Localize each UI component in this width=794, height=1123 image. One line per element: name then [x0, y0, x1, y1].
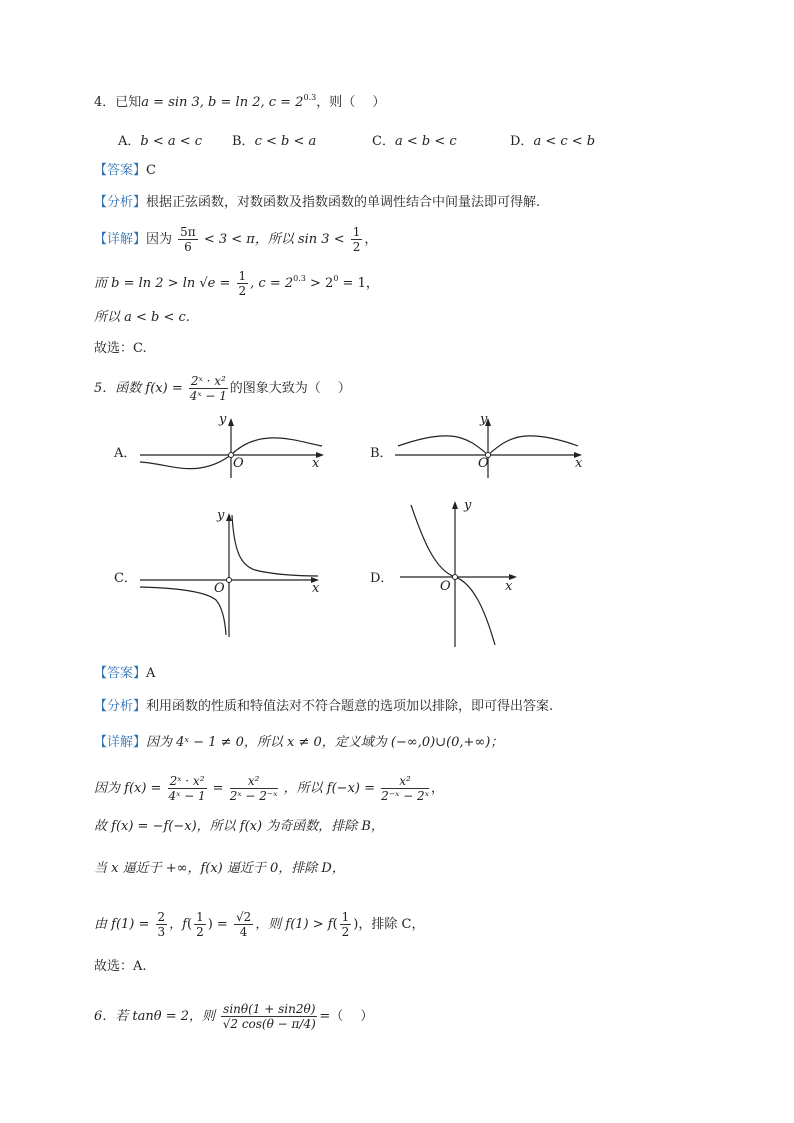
q5-stem: 5．函数 f(x) = $\frac{\text{2ˣ · x²}}{\text{4ˣ − 1}}$ 的图象大致为（ ）: [94, 374, 351, 403]
graph-b-label: B．: [370, 446, 393, 461]
fraction: $\frac{√2}{4}$: [235, 910, 252, 939]
q4-detail-3: 所以 a < b < c.: [94, 310, 190, 325]
graph-d-x: x: [505, 579, 513, 594]
fraction: $\frac{\text{2ˣ · x²}}{\text{4ˣ − 1}}$: [189, 374, 227, 403]
graph-a-y: y: [219, 412, 227, 427]
q5-detail-4: 当 x 逼近于 +∞，f(x) 逼近于 0，排除 D，: [94, 861, 345, 876]
graph-b-y: y: [480, 412, 488, 427]
q4-detail-1: 【详解】因为 $\frac{5\pi}{6}$ < 3 < π，所以 sin 3 < $\frac{1}{2}$ ，: [94, 225, 378, 254]
graph-a-o: O: [233, 456, 244, 471]
fraction: $\frac{\text{x²}}{\text{2⁻ˣ − 2ˣ}}$: [381, 774, 429, 803]
graph-a-label: A．: [114, 446, 137, 461]
graph-c-o: O: [214, 581, 225, 596]
graph-d-o: O: [440, 579, 451, 594]
q4-stem: 4．已知a = sin 3, b = ln 2, $c = 2^{0.3}$，则（ ）: [94, 93, 386, 110]
graph-c-x: x: [312, 581, 320, 596]
y-axis-arrow: [228, 418, 234, 426]
graph-a-x: x: [312, 456, 320, 471]
q5-analysis: 【分析】利用函数的性质和特值法对不符合题意的选项加以排除，即可得出答案.: [94, 699, 554, 714]
q5-detail-5: 由 f(1) = $\frac{2}{3}$ ，f( $\frac{1}{2}$ ) = $\frac{√2}{4}$ ，则 f(1) > f( $\frac{1}{2}$ )，排除 C，: [94, 910, 425, 939]
graph-b-o: O: [478, 456, 489, 471]
fraction: $\frac{\text{x²}}{\text{2ˣ − 2⁻ˣ}}$: [229, 774, 278, 803]
graph-d-label: D．: [370, 571, 394, 586]
fraction: $\frac{5\pi}{6}$: [180, 225, 196, 254]
origin-dot: [453, 575, 458, 580]
fraction: $\frac{\sin\theta(1 + \sin 2\theta)}{√2 \cos(\theta - \pi/4)}$: [222, 1002, 316, 1031]
q4-option-b: B．c < b < a: [232, 134, 317, 149]
q4-option-c: C．a < b < c: [372, 134, 457, 149]
fraction: $\frac{\text{2ˣ · x²}}{\text{4ˣ − 1}}$: [168, 774, 206, 803]
q4-analysis: 【分析】根据正弦函数，对数函数及指数函数的单调性结合中间量法即可得解.: [94, 195, 541, 210]
graph-d: [395, 495, 525, 650]
fraction: $\frac{2}{3}$: [157, 910, 166, 939]
q5-detail-2: 因为 f(x) = $\frac{\text{2ˣ · x²}}{\text{4ˣ − 1}}$ = $\frac{\text{x²}}{\text{2ˣ − 2⁻ˣ}}$ ，所以 f(−x) = $\frac{\text{x²}}{\text{2⁻ˣ − 2ˣ}}$ ，: [94, 774, 444, 803]
fraction: $\frac{1}{2}$: [352, 225, 361, 254]
q4-option-d: D．a < c < b: [510, 134, 596, 149]
q4-detail-2: 而 b = ln 2 > ln √e = $\frac{1}{2}$ , $c = 2^{0.3} > 2^0 = 1$，: [94, 269, 379, 298]
y-axis-arrow: [226, 513, 232, 521]
q5-detail-3: 故 f(x) = −f(−x)，所以 f(x) 为奇函数，排除 B，: [94, 819, 384, 834]
y-axis-arrow: [452, 501, 458, 509]
q6-stem: 6．若 tanθ = 2，则 $\frac{\sin\theta(1 + \sin 2\theta)}{√2 \cos(\theta - \pi/4)}$ =（ ）: [94, 1002, 374, 1031]
q4-conclusion: 故选：C.: [94, 341, 147, 356]
graph-c: [130, 505, 330, 640]
graph-d-y: y: [464, 498, 472, 513]
graph-c-y: y: [217, 508, 225, 523]
q5-detail-1: 【详解】因为 4ˣ − 1 ≠ 0，所以 x ≠ 0，定义域为 (−∞,0)∪(0,+∞)；: [94, 735, 504, 750]
q4-option-a: A．b < a < c: [118, 134, 203, 149]
fraction: $\frac{1}{2}$: [341, 910, 350, 939]
curve-right: [232, 515, 318, 576]
graph-b-x: x: [575, 456, 583, 471]
q5-conclusion: 故选：A.: [94, 959, 147, 974]
q4-answer: 【答案】C: [94, 163, 156, 178]
graph-c-label: C．: [114, 571, 137, 586]
fraction: $\frac{1}{2}$: [238, 269, 247, 298]
fraction: $\frac{1}{2}$: [196, 910, 204, 939]
origin-dot: [227, 578, 232, 583]
q5-answer: 【答案】A: [94, 666, 156, 681]
